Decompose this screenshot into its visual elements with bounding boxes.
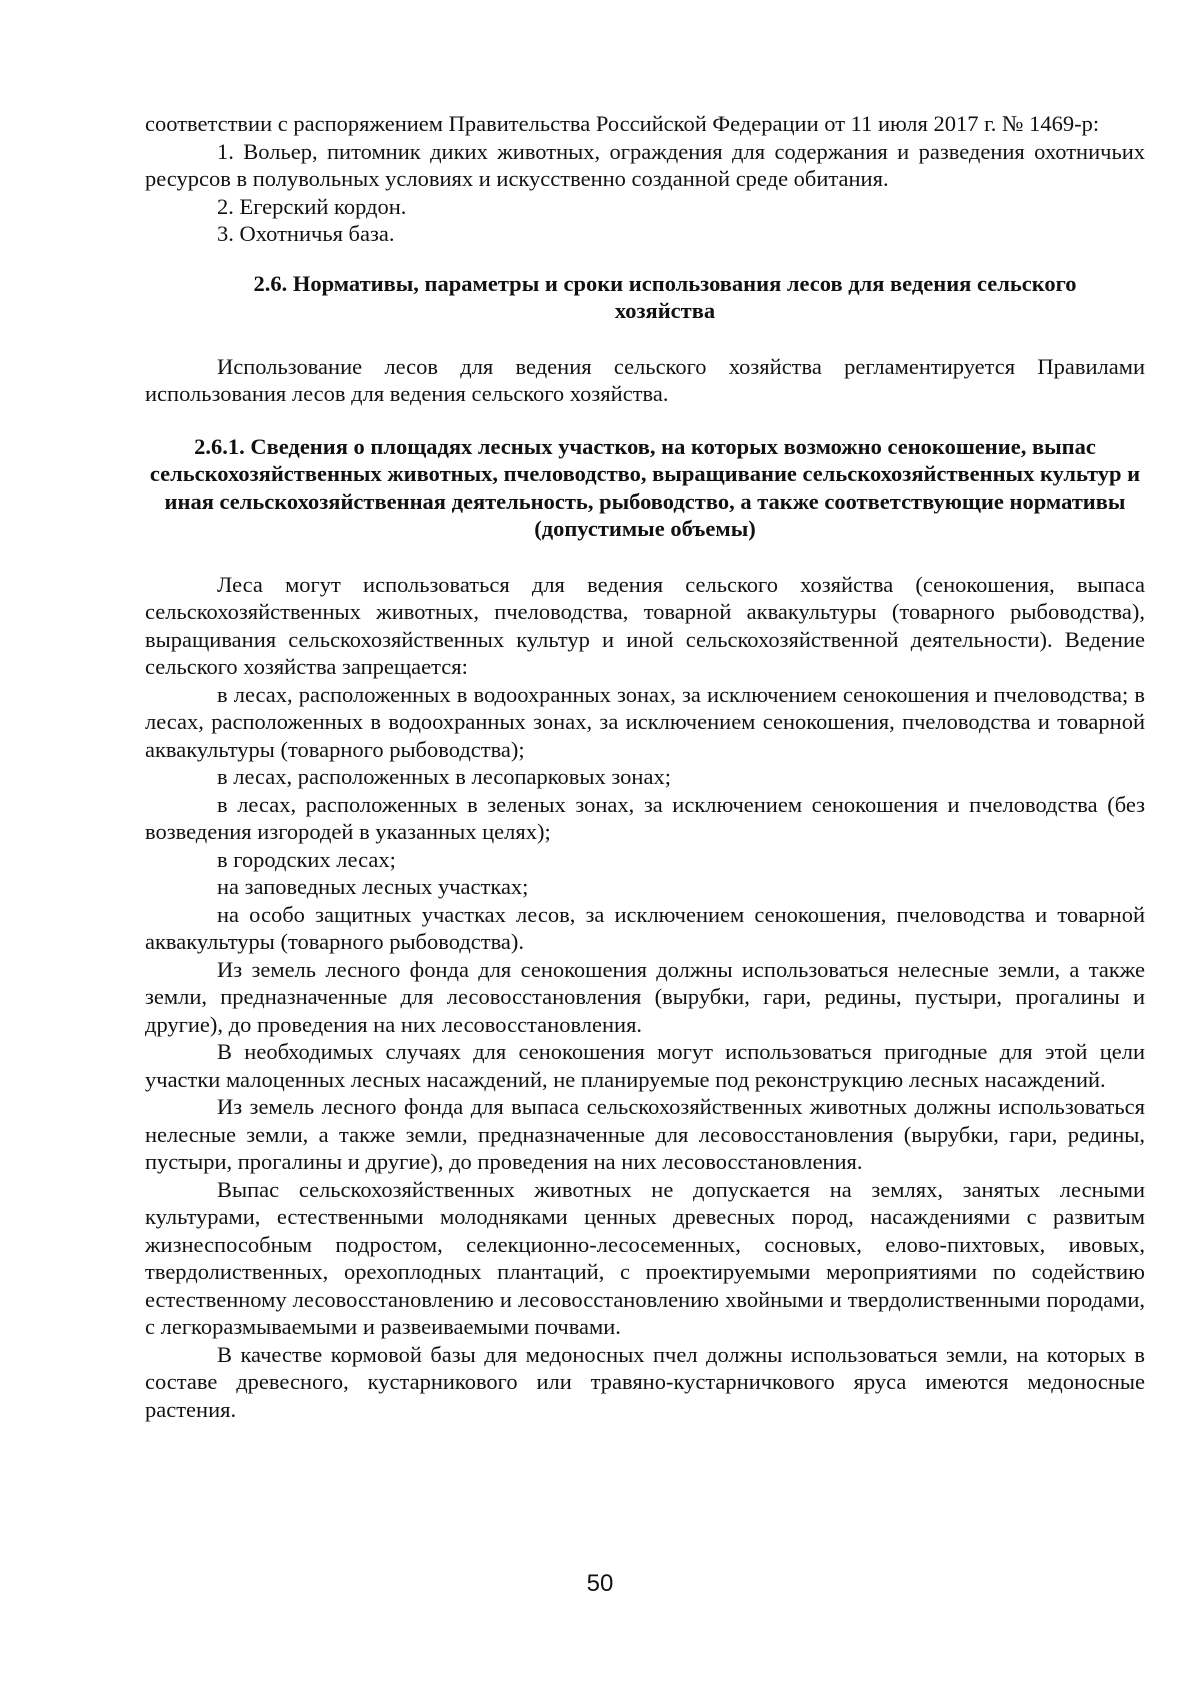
page-number: 50 — [586, 1570, 614, 1597]
paragraph: В качестве кормовой базы для медоносных пчел должны использоваться земли, на которых в составе древесного, кустарникового или травяно-кустарничкового яруса имеются медоносные растения. — [145, 1341, 1145, 1422]
paragraph: Из земель лесного фонда для сенокошения должны использоваться нелесные земли, а также земли, предназначенные для лесовосстановления (вырубки, гари, редины, пустыри, прогалины и другие), до проведения на них лесовосстановления. — [145, 956, 1145, 1037]
paragraph: Из земель лесного фонда для выпаса сельскохозяйственных животных должны использоваться нелесные земли, а также земли, предназначенные для лесовосстановления (вырубки, гари, редины, пустыри, прогалины и другие), до проведения на них лесовосстановления. — [145, 1094, 1145, 1174]
list-item-2: 2. Егерский кордон. — [217, 193, 407, 219]
paragraph: в городских лесах; — [217, 846, 396, 872]
paragraph: на заповедных лесных участках; — [217, 874, 529, 899]
section-2-6-text: Использование лесов для ведения сельского хозяйства регламентируется Правилами использования лесов для ведения сельского хозяйства. — [145, 353, 1145, 406]
page-body — [145, 110, 1145, 1423]
section-heading-2-6-1: 2.6.1. Сведения о площадях лесных участков, на которых возможно сенокошение, выпас сельскохозяйственных животных, пчеловодство, выращивание сельскохозяйственных культур и иная сельскохозяйственная деятельность, рыбоводство, а также соответствующие нормативы (допустимые объемы) — [149, 433, 1141, 541]
section-heading-2-6: 2.6. Нормативы, параметры и сроки использования лесов для ведения сельского хозяйства — [253, 270, 1077, 323]
paragraph: на особо защитных участках лесов, за исключением сенокошения, пчеловодства и товарной аквакультуры (товарного рыбоводства). — [145, 901, 1145, 954]
paragraph: в лесах, расположенных в лесопарковых зонах; — [217, 764, 671, 789]
paragraph: В необходимых случаях для сенокошения могут использоваться пригодные для этой цели участки малоценных лесных насаждений, не планируемые под реконструкцию лесных насаждений. — [145, 1039, 1145, 1092]
intro-continuation: соответствии с распоряжением Правительства Российской Федерации от 11 июля 2017 г. № 1469-р: — [145, 111, 1100, 136]
paragraph: в лесах, расположенных в водоохранных зонах, за исключением сенокошения и пчеловодства; в лесах, расположенных в водоохранных зонах, за исключением сенокошения, пчеловодства и товарной аквакультуры (товарного рыбоводства); — [145, 681, 1145, 762]
paragraph: Выпас сельскохозяйственных животных не допускается на землях, занятых лесными культурами, естественными молодняками ценных древесных пород, насаждениями с развитым жизнеспособным подростом, селекционно-лесосеменных, сосновых, елово-пихтовых, ивовых, твердолиственных, орехоплодных плантаций, с проектируемыми мероприятиями по содействию естественному лесовосстановлению и лесовосстановлению хвойными и твердолиственными породами, с легкоразмываемыми и развеиваемыми почвами. — [145, 1176, 1145, 1339]
paragraph: Леса могут использоваться для ведения сельского хозяйства (сенокошения, выпаса сельскохозяйственных животных, пчеловодства, товарной аквакультуры (товарного рыбоводства), выращивания сельскохозяйственных культур и иной сельскохозяйственной деятельности). Ведение сельского хозяйства запрещается: — [145, 571, 1145, 679]
list-item-3: 3. Охотничья база. — [217, 221, 395, 246]
list-item-1: 1. Вольер, питомник диких животных, ограждения для содержания и разведения охотничьих ресурсов в полувольных условиях и искусственно созданной среде обитания. — [145, 138, 1145, 191]
paragraph: в лесах, расположенных в зеленых зонах, за исключением сенокошения и пчеловодства (без возведения изгородей в указанных целях); — [145, 791, 1145, 844]
